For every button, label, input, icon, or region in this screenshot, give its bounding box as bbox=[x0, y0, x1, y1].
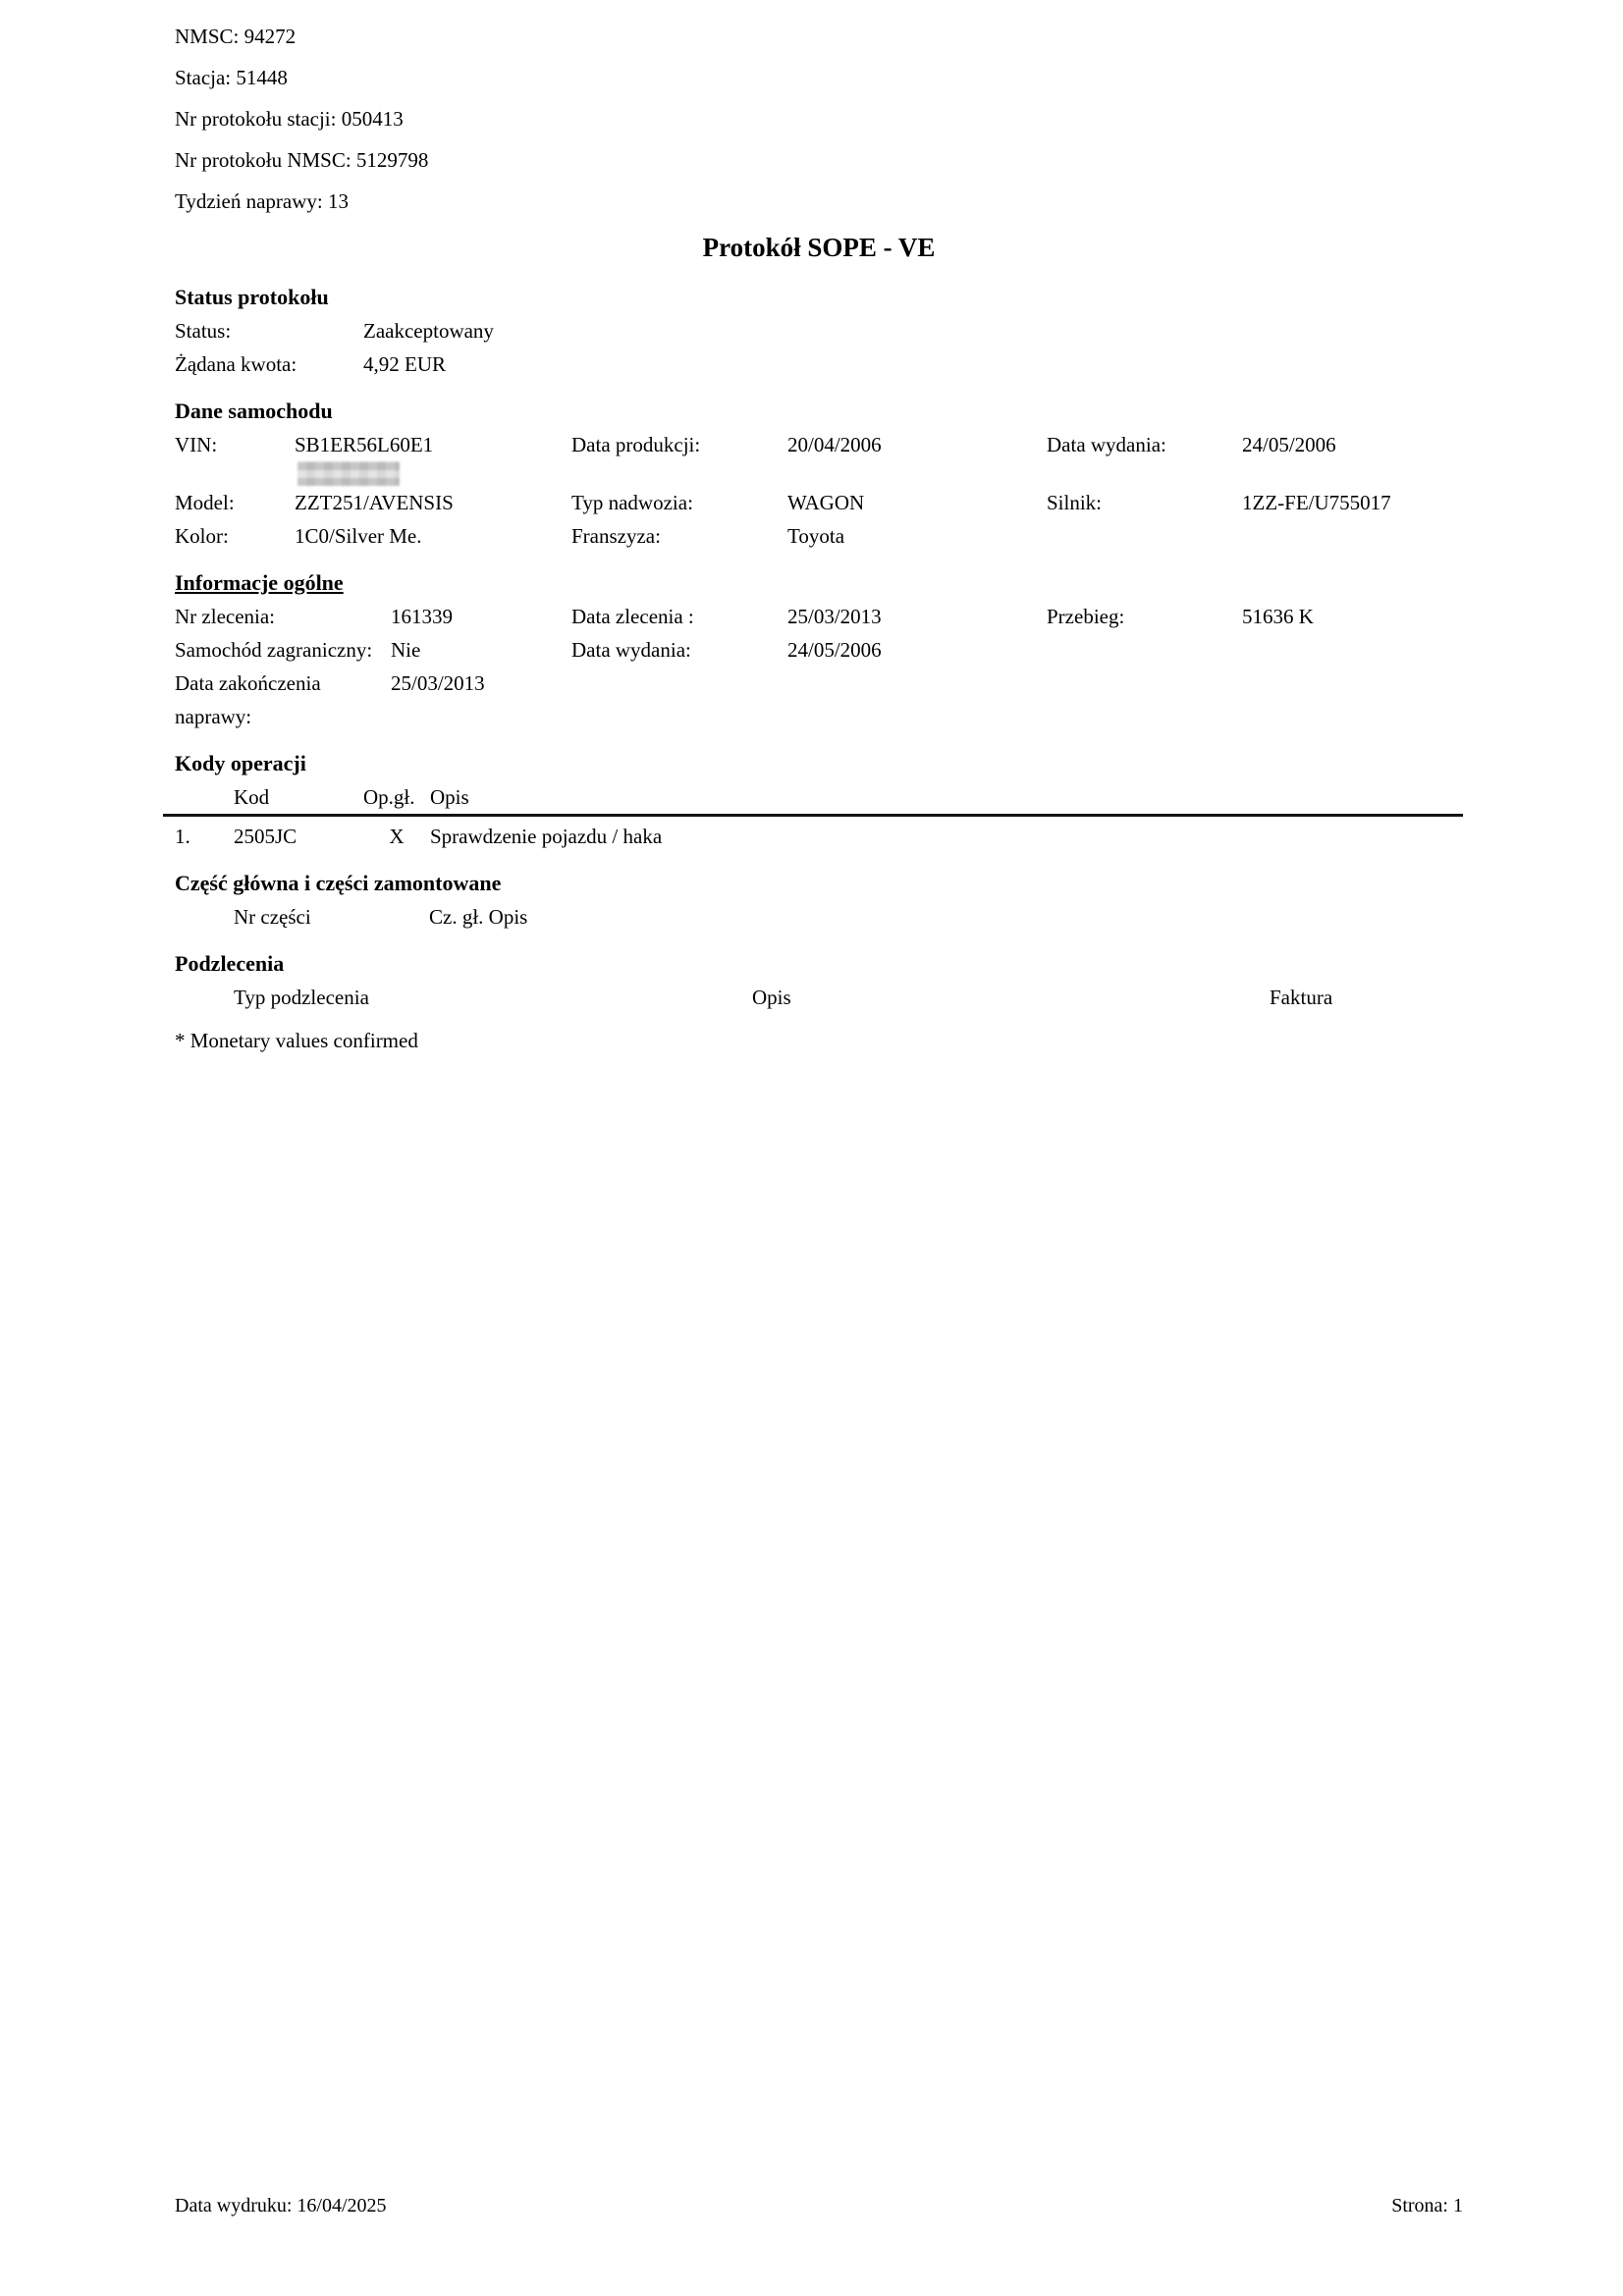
vin-redaction-blur bbox=[298, 461, 400, 486]
mileage-label: Przebieg: bbox=[1047, 605, 1125, 628]
car-row-2 bbox=[175, 486, 1463, 519]
requested-amount-value: 4,92 EUR bbox=[363, 352, 446, 376]
operation-main-flag: X bbox=[389, 825, 405, 848]
section-heading-parts: Część główna i części zamontowane bbox=[175, 871, 502, 895]
status-label: Status: bbox=[175, 319, 232, 343]
parts-col-nr: Nr części bbox=[234, 905, 311, 929]
section-heading-general: Informacje ogólne bbox=[175, 570, 344, 595]
engine-value: 1ZZ-FE/U755017 bbox=[1242, 491, 1391, 514]
color-label: Kolor: bbox=[175, 524, 229, 548]
car-row-3 bbox=[175, 519, 1463, 553]
operations-col-kod: Kod bbox=[234, 785, 270, 809]
page-footer bbox=[175, 2191, 1463, 2220]
page-number: Strona: 1 bbox=[1391, 2195, 1463, 2216]
general-row-2 bbox=[175, 633, 1463, 667]
document-content bbox=[175, 16, 1463, 1057]
order-number-value: 161339 bbox=[391, 605, 453, 628]
section-heading-subcontracts: Podzlecenia bbox=[175, 951, 285, 976]
issue-date-value: 24/05/2006 bbox=[1242, 433, 1336, 456]
engine-label: Silnik: bbox=[1047, 491, 1103, 514]
operation-code: 2505JC bbox=[234, 825, 298, 848]
requested-amount-label: Żądana kwota: bbox=[175, 352, 298, 376]
repair-end-date-label: Data zakończenia naprawy: bbox=[175, 671, 321, 728]
operations-table-row bbox=[175, 820, 1463, 853]
nr-protokolu-nmsc-line: Nr protokołu NMSC: 5129798 bbox=[175, 148, 429, 172]
body-type-label: Typ nadwozia: bbox=[571, 491, 693, 514]
color-value: 1C0/Silver Me. bbox=[295, 524, 422, 548]
stacja-line: Stacja: 51448 bbox=[175, 66, 288, 89]
tydzien-naprawy-line: Tydzień naprawy: 13 bbox=[175, 189, 349, 213]
franchise-value: Toyota bbox=[787, 524, 845, 548]
vin-value-wrap bbox=[295, 428, 571, 486]
model-value: ZZT251/AVENSIS bbox=[295, 491, 454, 514]
subcontracts-col-typ: Typ podzlecenia bbox=[234, 986, 369, 1009]
release-date-label: Data wydania: bbox=[571, 638, 691, 662]
general-row-1 bbox=[175, 600, 1463, 633]
subcontracts-col-spacer bbox=[175, 981, 234, 1014]
vin-label: VIN: bbox=[175, 433, 218, 456]
operations-col-opgl: Op.gł. bbox=[363, 785, 415, 809]
parts-col-czgl-opis: Cz. gł. Opis bbox=[429, 905, 528, 929]
release-date-value: 24/05/2006 bbox=[787, 638, 882, 662]
order-date-label: Data zlecenia : bbox=[571, 605, 694, 628]
subcontracts-col-faktura: Faktura bbox=[1270, 986, 1333, 1009]
nmsc-line: NMSC: 94272 bbox=[175, 25, 297, 48]
section-heading-car: Dane samochodu bbox=[175, 399, 333, 423]
subcontracts-table-header bbox=[175, 981, 1463, 1014]
general-row-3 bbox=[175, 667, 1463, 733]
vin-value: SB1ER56L60E1 bbox=[295, 433, 434, 456]
foreign-car-label: Samochód zagraniczny: bbox=[175, 638, 373, 662]
operations-table-header bbox=[163, 780, 1463, 817]
order-number-label: Nr zlecenia: bbox=[175, 605, 276, 628]
mileage-value: 51636 K bbox=[1242, 605, 1314, 628]
operations-col-spacer bbox=[175, 780, 234, 814]
foreign-car-value: Nie bbox=[391, 638, 421, 662]
car-row-1 bbox=[175, 428, 1463, 486]
status-value: Zaakceptowany bbox=[363, 319, 494, 343]
requested-amount-row bbox=[175, 347, 1463, 381]
parts-table-header bbox=[175, 900, 1463, 934]
section-heading-operations: Kody operacji bbox=[175, 751, 306, 775]
order-date-value: 25/03/2013 bbox=[787, 605, 882, 628]
operations-col-opis: Opis bbox=[430, 785, 469, 809]
model-label: Model: bbox=[175, 491, 235, 514]
status-row bbox=[175, 314, 1463, 347]
issue-date-label: Data wydania: bbox=[1047, 433, 1166, 456]
section-heading-status: Status protokołu bbox=[175, 285, 329, 309]
franchise-label: Franszyza: bbox=[571, 524, 661, 548]
production-date-label: Data produkcji: bbox=[571, 433, 701, 456]
operation-description: Sprawdzenie pojazdu / haka bbox=[430, 825, 663, 848]
print-date: Data wydruku: 16/04/2025 bbox=[175, 2195, 387, 2216]
parts-col-spacer bbox=[175, 900, 234, 934]
operation-number: 1. bbox=[175, 825, 190, 848]
body-type-value: WAGON bbox=[787, 491, 865, 514]
top-info-block bbox=[175, 16, 1463, 222]
production-date-value: 20/04/2006 bbox=[787, 433, 882, 456]
nr-protokolu-stacji-line: Nr protokołu stacji: 050413 bbox=[175, 107, 404, 131]
page-title: Protokół SOPE - VE bbox=[702, 233, 936, 262]
repair-end-date-value: 25/03/2013 bbox=[391, 671, 485, 695]
subcontracts-col-opis: Opis bbox=[752, 986, 791, 1009]
monetary-footnote: * Monetary values confirmed bbox=[175, 1029, 418, 1052]
